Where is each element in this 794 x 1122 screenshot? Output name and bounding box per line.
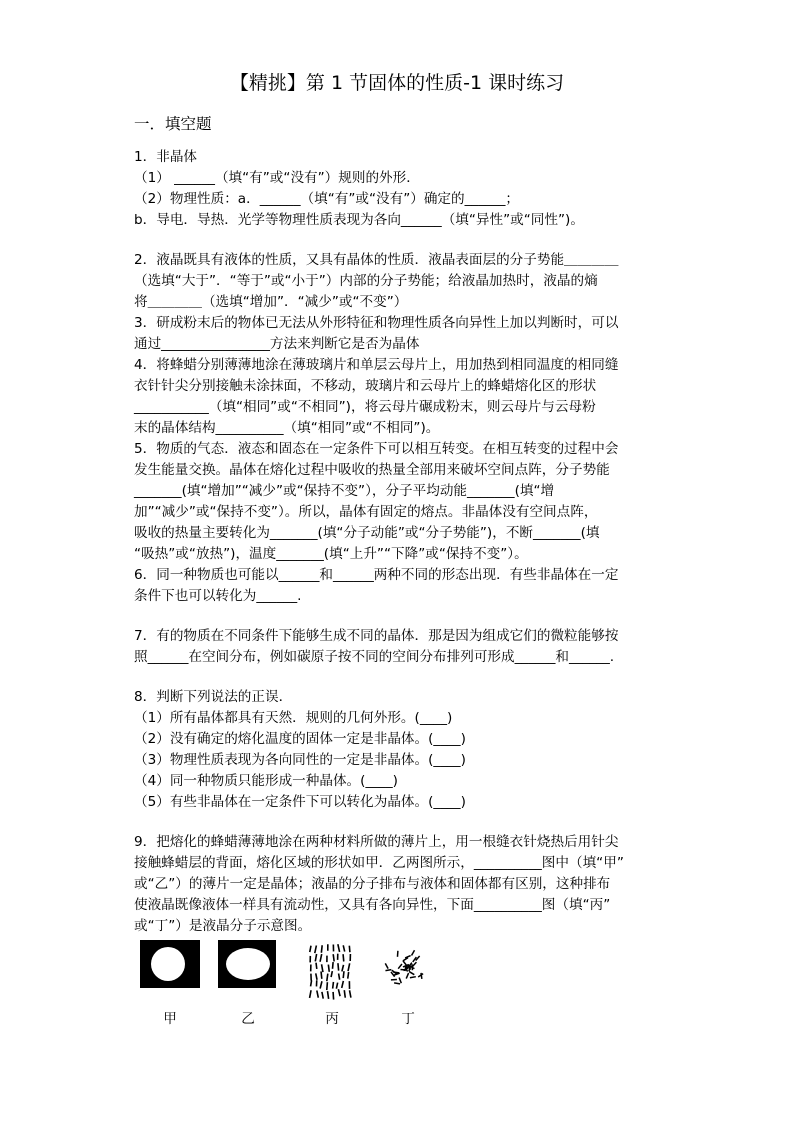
molecule-stroke: [338, 989, 340, 996]
question-line: 5．物质的气态．液态和固态在一定条件下可以相互转变。在相互转变的过程中会: [134, 441, 619, 457]
molecule-stroke: [327, 982, 328, 990]
molecule-stroke: [344, 990, 345, 998]
question-line: 或“丁”）是液晶分子示意图。: [134, 918, 312, 934]
question-line: （选填“大于”．“等于”或“小于”）内部的分子势能；给液晶加热时，液晶的熵: [134, 273, 598, 289]
question-line: _______(填“增加”“减少”或“保持不变”），分子平均动能_______(填“增: [134, 483, 555, 499]
molecule-stroke: [316, 963, 317, 969]
molecule-stroke: [320, 981, 322, 988]
molecule-stroke: [338, 963, 339, 970]
figure-row: [140, 940, 460, 1030]
molecule-stroke: [343, 954, 344, 961]
molecule-stroke: [327, 991, 328, 999]
molecule-stroke: [321, 971, 322, 978]
figure-ding-image: [380, 940, 432, 1000]
question-line: （1） ______（填“有”或“没有”）规则的外形．: [134, 170, 420, 186]
molecule-stroke: [327, 974, 328, 982]
molecule-stroke: [403, 961, 407, 966]
section-heading: 一．填空题: [134, 115, 212, 133]
question-line: （4）同一种物质只能形成一种晶体。(____): [134, 773, 398, 789]
molecule-stroke: [412, 950, 415, 955]
question-line: 2．液晶既具有液体的性质，又具有晶体的性质．液晶表面层的分子势能＿＿＿＿: [134, 252, 619, 268]
figure-yi: [218, 940, 276, 1027]
question-line: 末的晶体结构__________（填“相同”或“不相同”)。: [134, 420, 440, 436]
molecule-stroke: [348, 972, 349, 979]
molecule-stroke: [412, 962, 416, 966]
molecule-stroke: [315, 954, 316, 961]
molecule-stroke: [336, 983, 337, 989]
molecule-stroke: [342, 965, 344, 972]
question-line: 接触蜂蜡层的背面，熔化区域的形状如甲．乙两图所示，__________图中（填“甲”: [134, 855, 624, 871]
molecule-stroke: [350, 990, 351, 997]
question-line: ___________（填“相同”或“不相同”)，将云母片碾成粉末，则云母片与云母粉: [134, 399, 596, 415]
question-line: 照______在空间分布，例如碳原子按不同的空间分布排列可形成______和______.: [134, 649, 615, 665]
figure-ding: [380, 940, 432, 1027]
question-line: 3．研成粉末后的物体已无法从外形特征和物理性质各向异性上加以判断时，可以: [134, 315, 619, 331]
molecule-stroke: [385, 970, 391, 971]
question-line: 使液晶既像液体一样具有流动性，又具有各向异性，下面__________图（填“丙”: [134, 897, 611, 913]
question-line: 4．将蜂蜡分别薄薄地涂在薄玻璃片和单层云母片上，用加热到相同温度的相同缝: [134, 357, 619, 373]
figure-jia: [140, 940, 200, 1027]
molecule-stroke: [317, 990, 318, 997]
molecule-stroke: [320, 954, 322, 962]
molecule-stroke: [343, 971, 344, 978]
question-line: （5）有些非晶体在一定条件下可以转化为晶体。(____): [134, 794, 466, 810]
molecule-stroke: [399, 978, 401, 984]
question-line: （2）没有确定的熔化温度的固体一定是非晶体。(____): [134, 731, 466, 747]
molecule-stroke: [322, 992, 323, 999]
molecule-stroke: [311, 980, 312, 986]
molecule-stroke: [398, 964, 402, 969]
molecule-stroke: [333, 992, 334, 1000]
molecule-stroke: [315, 946, 317, 954]
molecule-stroke: [322, 964, 323, 972]
figure-jia-image: [140, 940, 200, 988]
molecule-stroke: [343, 945, 344, 951]
question-line: 7．有的物质在不同条件下能够生成不同的晶体．那是因为组成它们的微粒能够按: [134, 628, 619, 644]
question-line: 1．非晶体: [134, 149, 198, 165]
molecule-stroke: [339, 973, 340, 979]
figure-caption-bing: 丙: [325, 1011, 339, 1027]
molecule-stroke: [333, 962, 334, 969]
molecule-stroke: [406, 973, 408, 979]
question-line: （3）物理性质表现为各向同性的一定是非晶体。(____): [134, 752, 466, 768]
question-line: （1）所有晶体都具有天然．规则的几何外形。(____): [134, 710, 453, 726]
molecule-stroke: [328, 965, 329, 972]
molecule-stroke: [409, 972, 414, 975]
molecule-stroke: [310, 946, 311, 952]
question-line: 衣针针尖分别接触未涂抹面，不移动，玻璃片和云母片上的蜂蜡熔化区的形状: [134, 378, 597, 394]
figure-caption-yi: 乙: [241, 1011, 255, 1027]
molecule-stroke: [338, 944, 340, 952]
question-line: 6．同一种物质也可能以______和______两种不同的形态出现．有些非晶体在一定: [134, 567, 619, 583]
figure-yi-image: [218, 940, 276, 988]
molecule-stroke: [394, 983, 400, 984]
question-line: 加”“减少”或“保持不变”）。所以，晶体有固定的熔点。非晶体没有空间点阵，: [134, 504, 598, 520]
molecule-stroke: [321, 945, 322, 953]
molecule-stroke: [310, 990, 311, 998]
question-line: 9．把熔化的蜂蜡薄薄地涂在两种材料所做的薄片上，用一根缝衣针烧热后用针尖: [134, 834, 619, 850]
molecule-stroke: [348, 963, 350, 971]
question-line: 发生能量交换。晶体在熔化过程中吸收的热量全部用来破坏空间点阵，分子势能: [134, 462, 610, 478]
molecule-stroke: [316, 973, 317, 979]
molecule-stroke: [342, 981, 344, 988]
molecule-stroke: [385, 963, 388, 968]
molecule-stroke: [410, 977, 416, 978]
question-line: 吸收的热量主要转化为_______(填“分子动能”或“分子势能”)，不断_______(填: [134, 525, 600, 541]
molecule-stroke: [421, 973, 422, 979]
molecule-stroke: [349, 946, 350, 953]
page-title: 【精挑】第 1 节固体的性质-1 课时练习: [229, 72, 565, 94]
question-line: 通过________________方法来判断它是否为晶体: [134, 336, 420, 352]
question-line: “吸热”或“放热”)，温度_______(填“上升”“下降”或“保持不变”）。: [134, 546, 528, 562]
question-line: 或“乙”）的薄片一定是晶体；液晶的分子排布与液体和固体都有区别，这种排布: [134, 876, 611, 892]
figure-bing-image: [306, 940, 356, 1000]
figure-bing: [306, 940, 356, 1027]
question-line: （2）物理性质：a．______（填“有”或“没有”）确定的______；: [134, 191, 519, 207]
molecule-stroke: [393, 972, 399, 973]
question-line: 条件下也可以转化为______.: [134, 588, 302, 604]
figure-caption-ding: 丁: [401, 1011, 415, 1027]
question-line: b．导电．导热．光学等物理性质表现为各向______（填“异性”或“同性”)。: [134, 212, 584, 228]
molecule-stroke: [333, 982, 334, 989]
molecule-stroke: [333, 954, 334, 961]
question-line: 8．判断下列说法的正误．: [134, 689, 293, 705]
question-line: 将＿＿＿＿（选填“增加”．“减少”或“不变”）: [134, 294, 408, 310]
figure-caption-jia: 甲: [163, 1011, 177, 1027]
molecule-stroke: [331, 971, 332, 977]
